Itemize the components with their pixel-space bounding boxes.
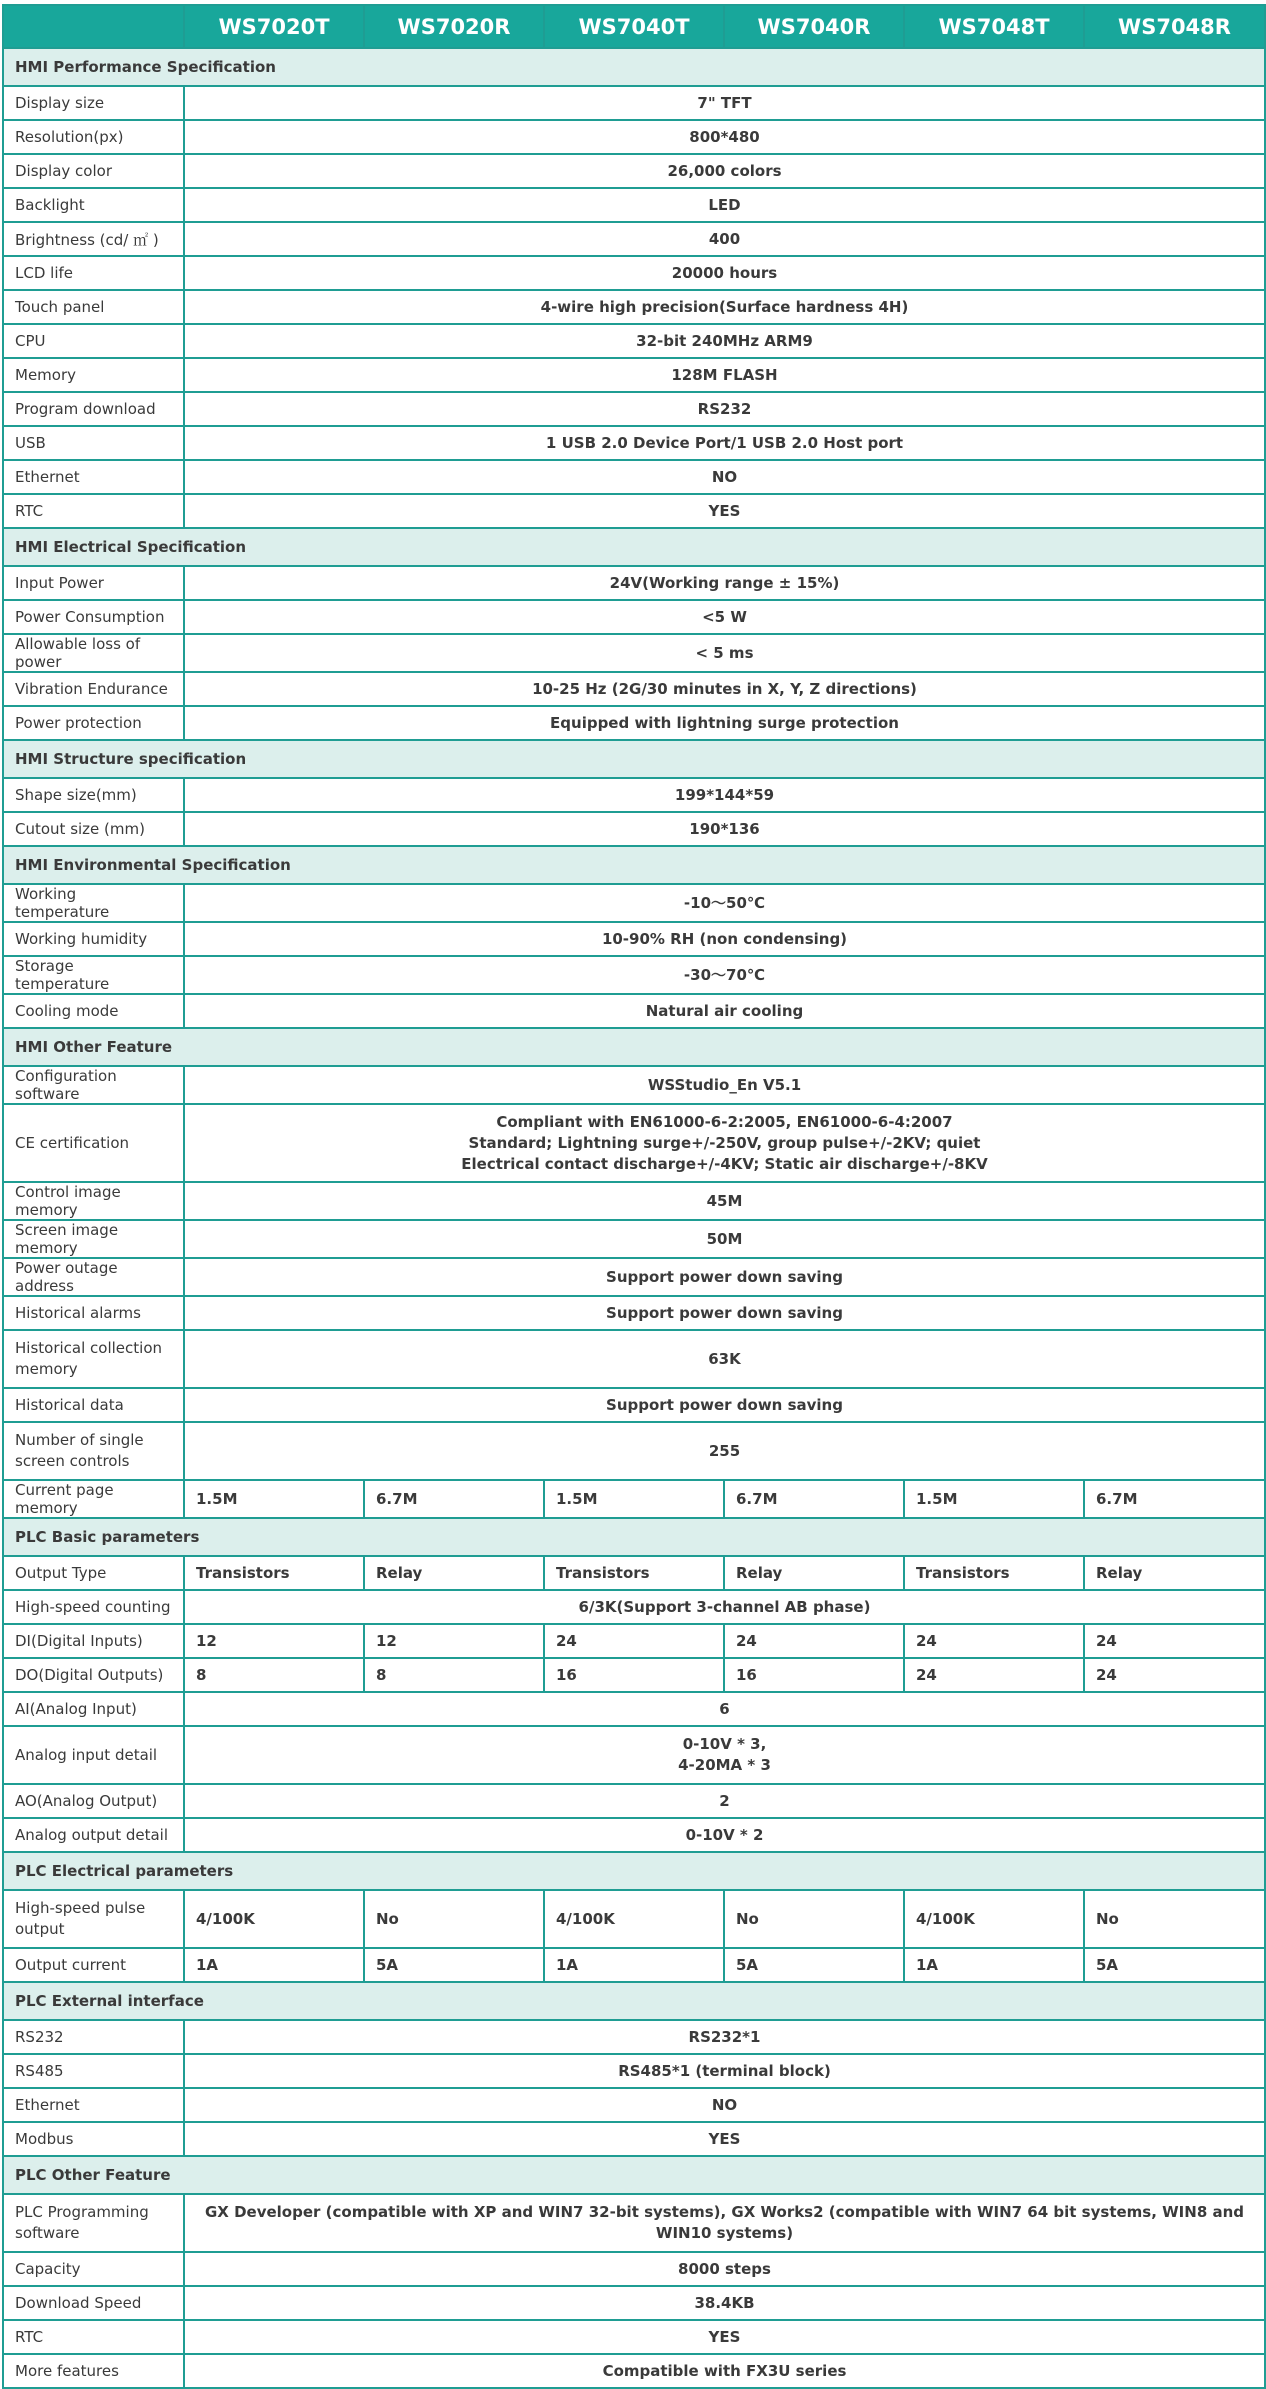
spec-value-line: 4-20MA * 3 — [678, 1756, 771, 1774]
spec-row — [3, 1258, 1265, 1296]
spec-label-line: screen controls — [15, 1452, 130, 1470]
spec-model-value: 16 — [724, 1658, 904, 1692]
spec-label: Backlight — [3, 188, 184, 222]
spec-value: Natural air cooling — [184, 994, 1265, 1028]
spec-row — [3, 2054, 1265, 2088]
spec-label: Configuration software — [3, 1066, 184, 1104]
section-title: PLC Electrical parameters — [3, 1852, 1265, 1890]
section-title: HMI Other Feature — [3, 1028, 1265, 1066]
spec-value: 0-10V * 2 — [184, 1818, 1265, 1852]
spec-label: Memory — [3, 358, 184, 392]
spec-value-line: Electrical contact discharge+/-4KV; Static air discharge+/-8KV — [461, 1154, 988, 1173]
spec-label: Input Power — [3, 566, 184, 600]
spec-model-value: 6.7M — [724, 1480, 904, 1518]
spec-label: RS485 — [3, 2054, 184, 2088]
spec-row — [3, 1480, 1265, 1518]
spec-label: Storage temperature — [3, 956, 184, 994]
spec-label: Shape size(mm) — [3, 778, 184, 812]
spec-row — [3, 2320, 1265, 2354]
spec-value: 50M — [184, 1220, 1265, 1258]
spec-label: Working temperature — [3, 884, 184, 922]
spec-value: 24V(Working range ± 15%) — [184, 566, 1265, 600]
spec-model-value: 24 — [904, 1658, 1084, 1692]
section-header-row — [3, 1518, 1265, 1556]
section-header-row — [3, 2156, 1265, 2194]
spec-model-value: 1.5M — [904, 1480, 1084, 1518]
spec-row — [3, 86, 1265, 120]
section-title: HMI Electrical Specification — [3, 528, 1265, 566]
spec-row — [3, 290, 1265, 324]
spec-row — [3, 884, 1265, 922]
spec-value: 26,000 colors — [184, 154, 1265, 188]
spec-label: Cutout size (mm) — [3, 812, 184, 846]
spec-label: Brightness (cd/ ㎡ ) — [3, 222, 184, 256]
spec-label: Current page memory — [3, 1480, 184, 1518]
section-header-row — [3, 740, 1265, 778]
section-header-row — [3, 1982, 1265, 2020]
spec-label: RTC — [3, 2320, 184, 2354]
spec-label — [3, 2194, 184, 2252]
spec-model-value: Transistors — [544, 1556, 724, 1590]
spec-model-value: Transistors — [904, 1556, 1084, 1590]
spec-label: Touch panel — [3, 290, 184, 324]
section-header-row — [3, 1852, 1265, 1890]
section-header-row — [3, 1028, 1265, 1066]
spec-value: Support power down saving — [184, 1258, 1265, 1296]
spec-row — [3, 120, 1265, 154]
spec-row — [3, 994, 1265, 1028]
spec-value-line: Standard; Lightning surge+/-250V, group pulse+/-2KV; quiet — [468, 1133, 981, 1152]
spec-value: Equipped with lightning surge protection — [184, 706, 1265, 740]
model-header: WS7040T — [544, 5, 724, 48]
spec-model-value: Relay — [364, 1556, 544, 1590]
spec-row — [3, 1726, 1265, 1784]
spec-value: 190*136 — [184, 812, 1265, 846]
spec-row — [3, 2088, 1265, 2122]
spec-body — [3, 48, 1265, 2388]
spec-row — [3, 956, 1265, 994]
spec-row — [3, 1818, 1265, 1852]
spec-row — [3, 778, 1265, 812]
spec-row — [3, 922, 1265, 956]
spec-label: AI(Analog Input) — [3, 1692, 184, 1726]
spec-model-value: 1A — [904, 1948, 1084, 1982]
spec-label: Allowable loss of power — [3, 634, 184, 672]
spec-value: 20000 hours — [184, 256, 1265, 290]
spec-value — [184, 1104, 1265, 1182]
spec-value: NO — [184, 2088, 1265, 2122]
spec-label: Capacity — [3, 2252, 184, 2286]
section-title: PLC External interface — [3, 1982, 1265, 2020]
spec-label: Resolution(px) — [3, 120, 184, 154]
spec-value: GX Developer (compatible with XP and WIN7 32-bit systems), GX Works2 (compatible with WIN7 64 bit systems, WIN8 and WIN10 systems) — [184, 2194, 1265, 2252]
spec-label: Historical data — [3, 1388, 184, 1422]
spec-value: 800*480 — [184, 120, 1265, 154]
spec-row — [3, 634, 1265, 672]
spec-label: More features — [3, 2354, 184, 2388]
spec-row — [3, 188, 1265, 222]
spec-value: 6/3K(Support 3-channel AB phase) — [184, 1590, 1265, 1624]
spec-label: Screen image memory — [3, 1220, 184, 1258]
model-header: WS7048T — [904, 5, 1084, 48]
spec-label-line: PLC Programming — [15, 2203, 149, 2221]
spec-model-value: No — [1084, 1890, 1265, 1948]
spec-label — [3, 1890, 184, 1948]
spec-model-value: 6.7M — [364, 1480, 544, 1518]
spec-label: Download Speed — [3, 2286, 184, 2320]
spec-label: Output Type — [3, 1556, 184, 1590]
spec-row — [3, 706, 1265, 740]
spec-value: LED — [184, 188, 1265, 222]
spec-row — [3, 2020, 1265, 2054]
spec-value: -30～70℃ — [184, 956, 1265, 994]
spec-row — [3, 1388, 1265, 1422]
spec-value: NO — [184, 460, 1265, 494]
spec-model-value: Relay — [724, 1556, 904, 1590]
spec-model-value: 8 — [364, 1658, 544, 1692]
spec-value: 10-25 Hz (2G/30 minutes in X, Y, Z directions) — [184, 672, 1265, 706]
spec-row — [3, 672, 1265, 706]
spec-label: Power outage address — [3, 1258, 184, 1296]
spec-label: Working humidity — [3, 922, 184, 956]
spec-label: Analog output detail — [3, 1818, 184, 1852]
spec-row — [3, 812, 1265, 846]
spec-value: Support power down saving — [184, 1296, 1265, 1330]
spec-label: DI(Digital Inputs) — [3, 1624, 184, 1658]
spec-model-value: 1.5M — [544, 1480, 724, 1518]
spec-label: USB — [3, 426, 184, 460]
spec-label: RS232 — [3, 2020, 184, 2054]
spec-row — [3, 2194, 1265, 2252]
spec-value: < 5 ms — [184, 634, 1265, 672]
spec-label — [3, 1422, 184, 1480]
section-header-row — [3, 846, 1265, 884]
spec-label-line: memory — [15, 1360, 78, 1378]
spec-value: 128M FLASH — [184, 358, 1265, 392]
spec-label: Modbus — [3, 2122, 184, 2156]
spec-row — [3, 1890, 1265, 1948]
spec-model-value: No — [364, 1890, 544, 1948]
spec-value: 6 — [184, 1692, 1265, 1726]
spec-label: Program download — [3, 392, 184, 426]
spec-row — [3, 2252, 1265, 2286]
spec-model-value: 12 — [184, 1624, 364, 1658]
spec-label — [3, 1330, 184, 1388]
spec-row — [3, 1624, 1265, 1658]
spec-row — [3, 600, 1265, 634]
spec-label: Power protection — [3, 706, 184, 740]
spec-value: RS232*1 — [184, 2020, 1265, 2054]
spec-value: -10～50℃ — [184, 884, 1265, 922]
spec-label: CE certification — [3, 1104, 184, 1182]
spec-model-value: 24 — [1084, 1658, 1265, 1692]
spec-label: Power Consumption — [3, 600, 184, 634]
spec-model-value: No — [724, 1890, 904, 1948]
spec-row — [3, 1182, 1265, 1220]
spec-row — [3, 460, 1265, 494]
spec-row — [3, 426, 1265, 460]
model-header-row — [3, 5, 1265, 48]
spec-row — [3, 392, 1265, 426]
spec-label-line: output — [15, 1920, 65, 1938]
model-header: WS7020T — [184, 5, 364, 48]
spec-label: AO(Analog Output) — [3, 1784, 184, 1818]
spec-value: Support power down saving — [184, 1388, 1265, 1422]
spec-label: Control image memory — [3, 1182, 184, 1220]
spec-value: 255 — [184, 1422, 1265, 1480]
spec-label: Vibration Endurance — [3, 672, 184, 706]
spec-model-value: 8 — [184, 1658, 364, 1692]
spec-model-value: 6.7M — [1084, 1480, 1265, 1518]
spec-label: Cooling mode — [3, 994, 184, 1028]
spec-label: CPU — [3, 324, 184, 358]
spec-model-value: 5A — [1084, 1948, 1265, 1982]
spec-row — [3, 154, 1265, 188]
spec-value: 8000 steps — [184, 2252, 1265, 2286]
spec-model-value: Transistors — [184, 1556, 364, 1590]
spec-table — [2, 4, 1266, 2389]
spec-row — [3, 1220, 1265, 1258]
spec-row — [3, 1104, 1265, 1182]
section-title: HMI Structure specification — [3, 740, 1265, 778]
spec-row — [3, 324, 1265, 358]
spec-value-line: 0-10V * 3, — [682, 1735, 767, 1753]
spec-model-value: 4/100K — [904, 1890, 1084, 1948]
section-header-row — [3, 48, 1265, 86]
spec-value: 45M — [184, 1182, 1265, 1220]
spec-model-value: 1.5M — [184, 1480, 364, 1518]
spec-label-line: High-speed pulse — [15, 1899, 146, 1917]
spec-label-line: Historical collection — [15, 1339, 162, 1357]
spec-value: <5 W — [184, 600, 1265, 634]
spec-label: RTC — [3, 494, 184, 528]
spec-row — [3, 1066, 1265, 1104]
spec-label: Output current — [3, 1948, 184, 1982]
spec-value: Compatible with FX3U series — [184, 2354, 1265, 2388]
spec-label: High-speed counting — [3, 1590, 184, 1624]
spec-label: LCD life — [3, 256, 184, 290]
spec-value-line: Compliant with EN61000-6-2:2005, EN61000-6-4:2007 — [496, 1112, 953, 1131]
spec-value: 1 USB 2.0 Device Port/1 USB 2.0 Host port — [184, 426, 1265, 460]
spec-value: 2 — [184, 1784, 1265, 1818]
section-title: HMI Performance Specification — [3, 48, 1265, 86]
spec-label: Display size — [3, 86, 184, 120]
spec-row — [3, 1556, 1265, 1590]
spec-model-value: 12 — [364, 1624, 544, 1658]
spec-row — [3, 1330, 1265, 1388]
spec-model-value: 24 — [544, 1624, 724, 1658]
spec-row — [3, 1296, 1265, 1330]
spec-row — [3, 1658, 1265, 1692]
spec-label: Analog input detail — [3, 1726, 184, 1784]
spec-value: RS232 — [184, 392, 1265, 426]
spec-row — [3, 358, 1265, 392]
spec-label-line: Number of single — [15, 1431, 144, 1449]
spec-row — [3, 2354, 1265, 2388]
section-title: PLC Basic parameters — [3, 1518, 1265, 1556]
spec-label: Ethernet — [3, 460, 184, 494]
spec-value — [184, 1726, 1265, 1784]
spec-row — [3, 1784, 1265, 1818]
spec-value: YES — [184, 2320, 1265, 2354]
spec-value: 63K — [184, 1330, 1265, 1388]
spec-row — [3, 256, 1265, 290]
spec-model-value: Relay — [1084, 1556, 1265, 1590]
spec-value: WSStudio_En V5.1 — [184, 1066, 1265, 1104]
spec-model-value: 5A — [724, 1948, 904, 1982]
spec-model-value: 4/100K — [184, 1890, 364, 1948]
spec-value: 32-bit 240MHz ARM9 — [184, 324, 1265, 358]
model-header: WS7048R — [1084, 5, 1265, 48]
spec-label: DO(Digital Outputs) — [3, 1658, 184, 1692]
spec-row — [3, 2286, 1265, 2320]
spec-model-value: 24 — [724, 1624, 904, 1658]
header-corner — [3, 5, 184, 48]
spec-value: RS485*1 (terminal block) — [184, 2054, 1265, 2088]
spec-model-value: 24 — [904, 1624, 1084, 1658]
spec-model-value: 1A — [184, 1948, 364, 1982]
model-header: WS7020R — [364, 5, 544, 48]
spec-row — [3, 566, 1265, 600]
spec-value: YES — [184, 2122, 1265, 2156]
spec-model-value: 24 — [1084, 1624, 1265, 1658]
spec-value: YES — [184, 494, 1265, 528]
spec-row — [3, 222, 1265, 256]
spec-row — [3, 1590, 1265, 1624]
spec-value: 10-90% RH (non condensing) — [184, 922, 1265, 956]
spec-value: 7" TFT — [184, 86, 1265, 120]
spec-label: Display color — [3, 154, 184, 188]
spec-model-value: 5A — [364, 1948, 544, 1982]
spec-row — [3, 494, 1265, 528]
spec-row — [3, 2122, 1265, 2156]
section-header-row — [3, 528, 1265, 566]
spec-model-value: 16 — [544, 1658, 724, 1692]
section-title: HMI Environmental Specification — [3, 846, 1265, 884]
spec-label-line: software — [15, 2224, 80, 2242]
spec-label: Ethernet — [3, 2088, 184, 2122]
spec-row — [3, 1692, 1265, 1726]
spec-model-value: 4/100K — [544, 1890, 724, 1948]
spec-value: 4-wire high precision(Surface hardness 4H) — [184, 290, 1265, 324]
spec-value: 199*144*59 — [184, 778, 1265, 812]
section-title: PLC Other Feature — [3, 2156, 1265, 2194]
spec-value: 400 — [184, 222, 1265, 256]
spec-model-value: 1A — [544, 1948, 724, 1982]
spec-label: Historical alarms — [3, 1296, 184, 1330]
spec-value: 38.4KB — [184, 2286, 1265, 2320]
spec-row — [3, 1422, 1265, 1480]
spec-row — [3, 1948, 1265, 1982]
model-header: WS7040R — [724, 5, 904, 48]
